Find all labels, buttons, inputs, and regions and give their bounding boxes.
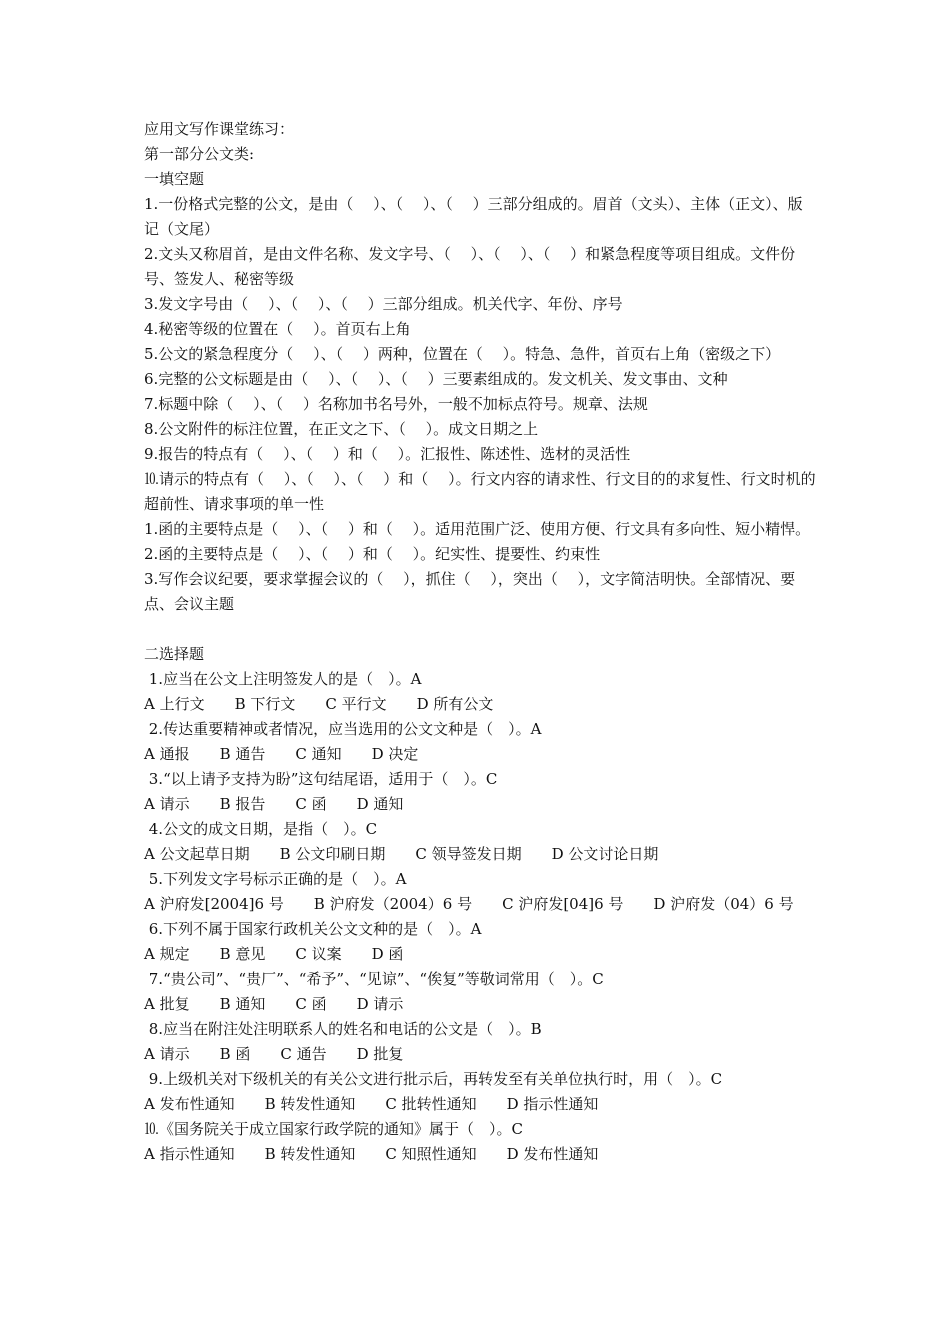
choice-options: A 请示 B 函 C 通告 D 批复 (144, 1045, 404, 1063)
choice-question: 1.应当在公文上注明签发人的是（ ）。A (144, 670, 422, 688)
choice-options: A 上行文 B 下行文 C 平行文 D 所有公文 (144, 695, 494, 713)
fill-item: ⒑请示的特点有（ ）、（ ）、（ ）和（ ）。行文内容的请求性、行文目的的求复性、行文时机的超前性、请求事项的单一性 (144, 470, 816, 513)
fill-item: 5.公文的紧急程度分（ ）、（ ）两种，位置在（ ）。特急、急件，首页右上角（密级之下） (144, 345, 781, 363)
fill-item: 8.公文附件的标注位置，在正文之下、（ ）。成文日期之上 (144, 420, 539, 438)
choice-question: 4.公文的成文日期，是指（ ）。C (144, 820, 378, 838)
document-body (144, 117, 816, 1167)
section-heading-fill-blank: 一填空题 (144, 170, 205, 188)
fill-item: 3.发文字号由（ ）、（ ）、（ ）三部分组成。机关代字、年份、序号 (144, 295, 623, 313)
choice-question: 3.“以上请予支持为盼”这句结尾语，适用于（ ）。C (144, 770, 498, 788)
choice-options: A 请示 B 报告 C 函 D 通知 (144, 795, 404, 813)
choice-options: A 批复 B 通知 C 函 D 请示 (144, 995, 404, 1013)
choice-question: 6.下列不属于国家行政机关公文文种的是（ ）。A (144, 920, 482, 938)
choice-options: A 指示性通知 B 转发性通知 C 知照性通知 D 发布性通知 (144, 1145, 599, 1163)
choice-options: A 规定 B 意见 C 议案 D 函 (144, 945, 404, 963)
fill-item: 6.完整的公文标题是由（ ）、（ ）、（ ）三要素组成的。发文机关、发文事由、文种 (144, 370, 728, 388)
fill-item: 4.秘密等级的位置在（ ）。首页右上角 (144, 320, 411, 338)
choice-options: A 通报 B 通告 C 通知 D 决定 (144, 745, 419, 763)
fill-item: 7.标题中除（ ）、（ ）名称加书名号外，一般不加标点符号。规章、法规 (144, 395, 648, 413)
choice-question: 5.下列发文字号标示正确的是（ ）。A (144, 870, 407, 888)
choice-question: 9.上级机关对下级机关的有关公文进行批示后，再转发至有关单位执行时，用（ ）。C (144, 1070, 723, 1088)
fill-item: 1.函的主要特点是（ ）、（ ）和（ ）。适用范围广泛、使用方便、行文具有多向性、短小精悍。 (144, 520, 811, 538)
fill-item: 2.文头又称眉首，是由文件名称、发文字号、（ ）、（ ）、（ ）和紧急程度等项目组成。文件份号、签发人、秘密等级 (144, 245, 796, 288)
fill-item: 1.一份格式完整的公文，是由（ ）、（ ）、（ ）三部分组成的。眉首（文头）、主体（正文）、版记（文尾） (144, 195, 803, 238)
choice-question: 2.传达重要精神或者情况，应当选用的公文文种是（ ）。A (144, 720, 542, 738)
fill-item: 2.函的主要特点是（ ）、（ ）和（ ）。纪实性、提要性、约束性 (144, 545, 601, 563)
fill-item: 9.报告的特点有（ ）、（ ）和（ ）。汇报性、陈述性、选材的灵活性 (144, 445, 631, 463)
choice-options: A 沪府发[2004]6 号 B 沪府发（2004）6 号 C 沪府发[04]6 号 D 沪府发（04）6 号 (144, 895, 794, 913)
choice-question: 8.应当在附注处注明联系人的姓名和电话的公文是（ ）。B (144, 1020, 542, 1038)
section-heading-choice: 二选择题 (144, 645, 205, 663)
spacer (144, 617, 816, 642)
fill-item: 3.写作会议纪要，要求掌握会议的（ ），抓住（ ），突出（ ），文字简洁明快。全部情况、要点、会议主题 (144, 570, 796, 613)
doc-title: 应用文写作课堂练习： (144, 120, 295, 138)
part-heading: 第一部分公文类: (144, 145, 255, 163)
choice-options: A 发布性通知 B 转发性通知 C 批转性通知 D 指示性通知 (144, 1095, 599, 1113)
choice-question: 7.“贵公司”、“贵厂”、“希予”、“见谅”、“俟复”等敬词常用（ ）。C (144, 970, 604, 988)
choice-options: A 公文起草日期 B 公文印刷日期 C 领导签发日期 D 公文讨论日期 (144, 845, 659, 863)
choice-question: ⒑《国务院关于成立国家行政学院的通知》属于（ ）。C (144, 1120, 523, 1138)
